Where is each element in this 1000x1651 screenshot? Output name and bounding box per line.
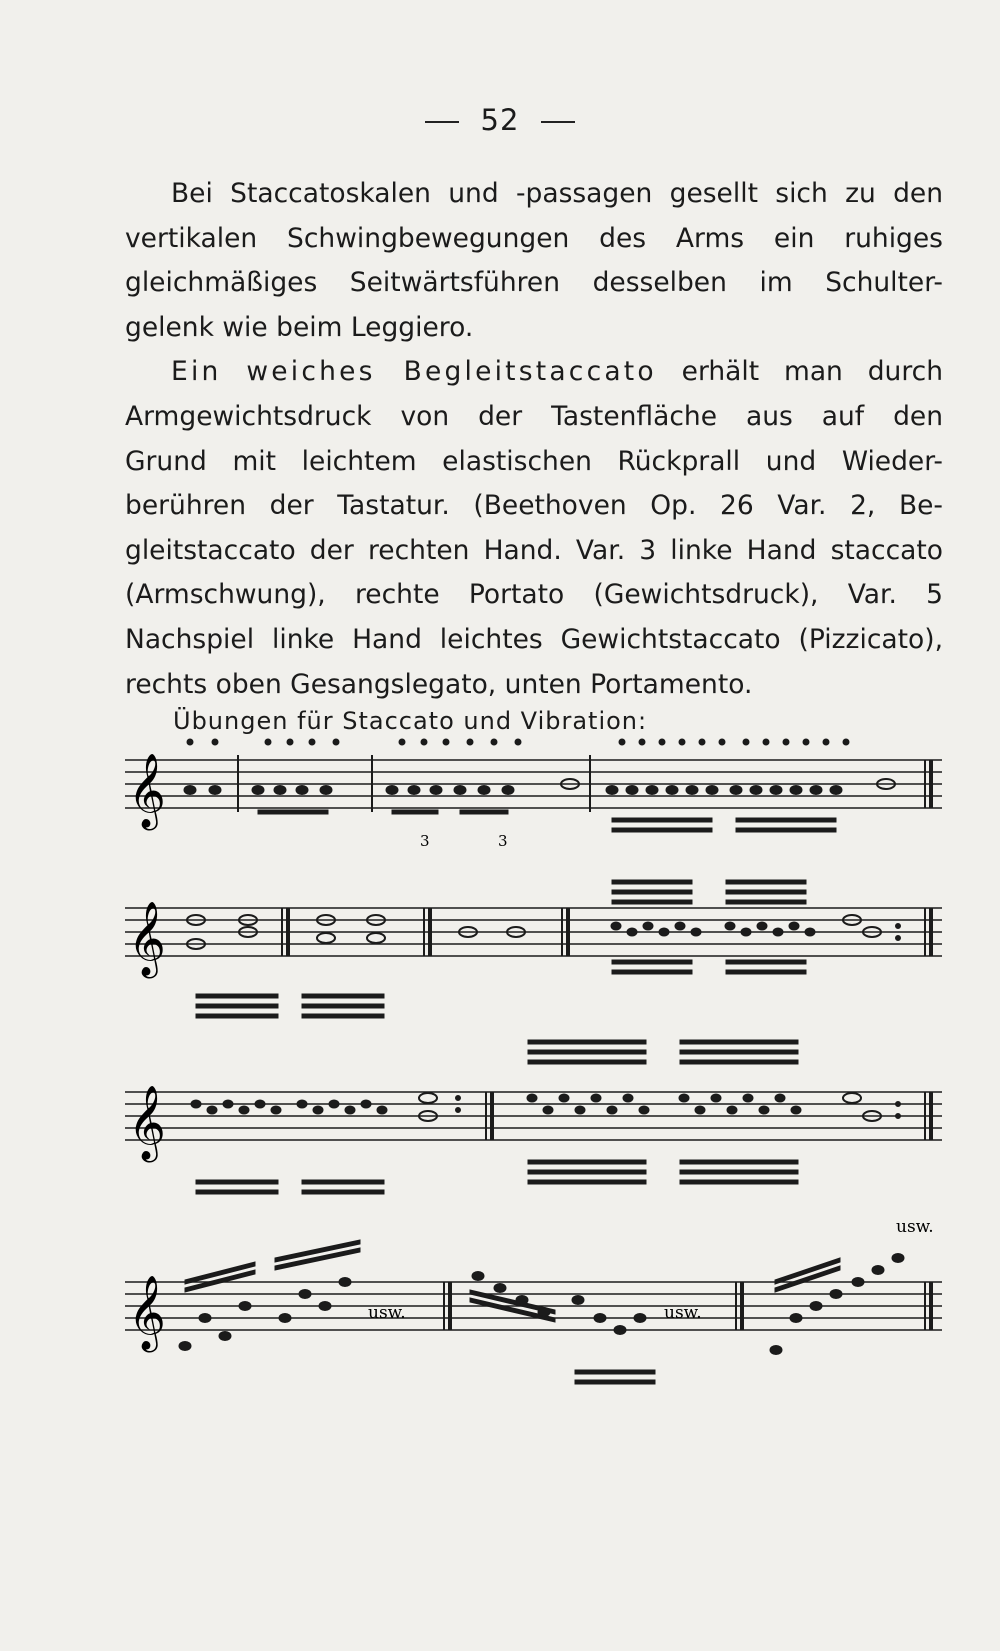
paragraph-2-line: (Armschwung), rechte Portato (Gewichtsdruck), Var. 5 [125,579,943,611]
staff-3-notes [191,994,931,1194]
staff-1 [125,760,942,808]
paragraph-2-line: rechts oben Gesangslegato, unten Portamento. [125,668,753,700]
staff-2-notes [187,880,931,974]
treble-clef-icon: 𝄞 [128,1086,166,1160]
usw-label: usw. [664,1303,702,1323]
staff-1-notes [184,739,931,832]
usw-label: usw. [368,1303,406,1323]
treble-clef-icon: 𝄞 [128,1276,166,1350]
paragraph-2-line: Nachspiel linke Hand leichtes Gewichtstaccato (Pizzicato), [125,623,943,655]
paragraph-2-line: berühren der Tastatur. (Beethoven Op. 26 Var. 2, Be- [125,490,943,522]
emphasized-term: weiches Begleitstaccato [246,356,657,388]
paragraph-2-lead-word: Ein [171,356,222,388]
usw-label: usw. [896,1217,934,1237]
paragraph-2-line-rest: erhält man durch [681,356,943,388]
triplet-mark: 3 [498,832,508,850]
staff-4-notes [179,1240,931,1384]
triplet-mark: 3 [420,832,430,850]
exercise-heading: Übungen für Staccato und Vibration: [173,707,648,735]
paragraph-1-line: vertikalen Schwingbewegungen des Arms ein ruhiges [125,222,943,254]
paragraph-2-line: Grund mit leichtem elastischen Rückprall und Wieder- [125,445,943,477]
paragraph-1-line: gleichmäßiges Seitwärtsführen desselben im Schulter- [125,267,943,299]
treble-clef-icon: 𝄞 [128,902,166,976]
treble-clef-icon: 𝄞 [128,754,166,828]
paragraph-1-line: gelenk wie beim Leggiero. [125,311,474,343]
paragraph-2-line: Armgewichtsdruck von der Tastenfläche aus auf den [125,400,943,432]
paragraph-1-line: Bei Staccatoskalen und -passagen gesellt sich zu den [171,178,943,209]
page-number-text: 52 [480,103,520,137]
paragraph-2-line: gleitstaccato der rechten Hand. Var. 3 linke Hand staccato [125,534,943,566]
